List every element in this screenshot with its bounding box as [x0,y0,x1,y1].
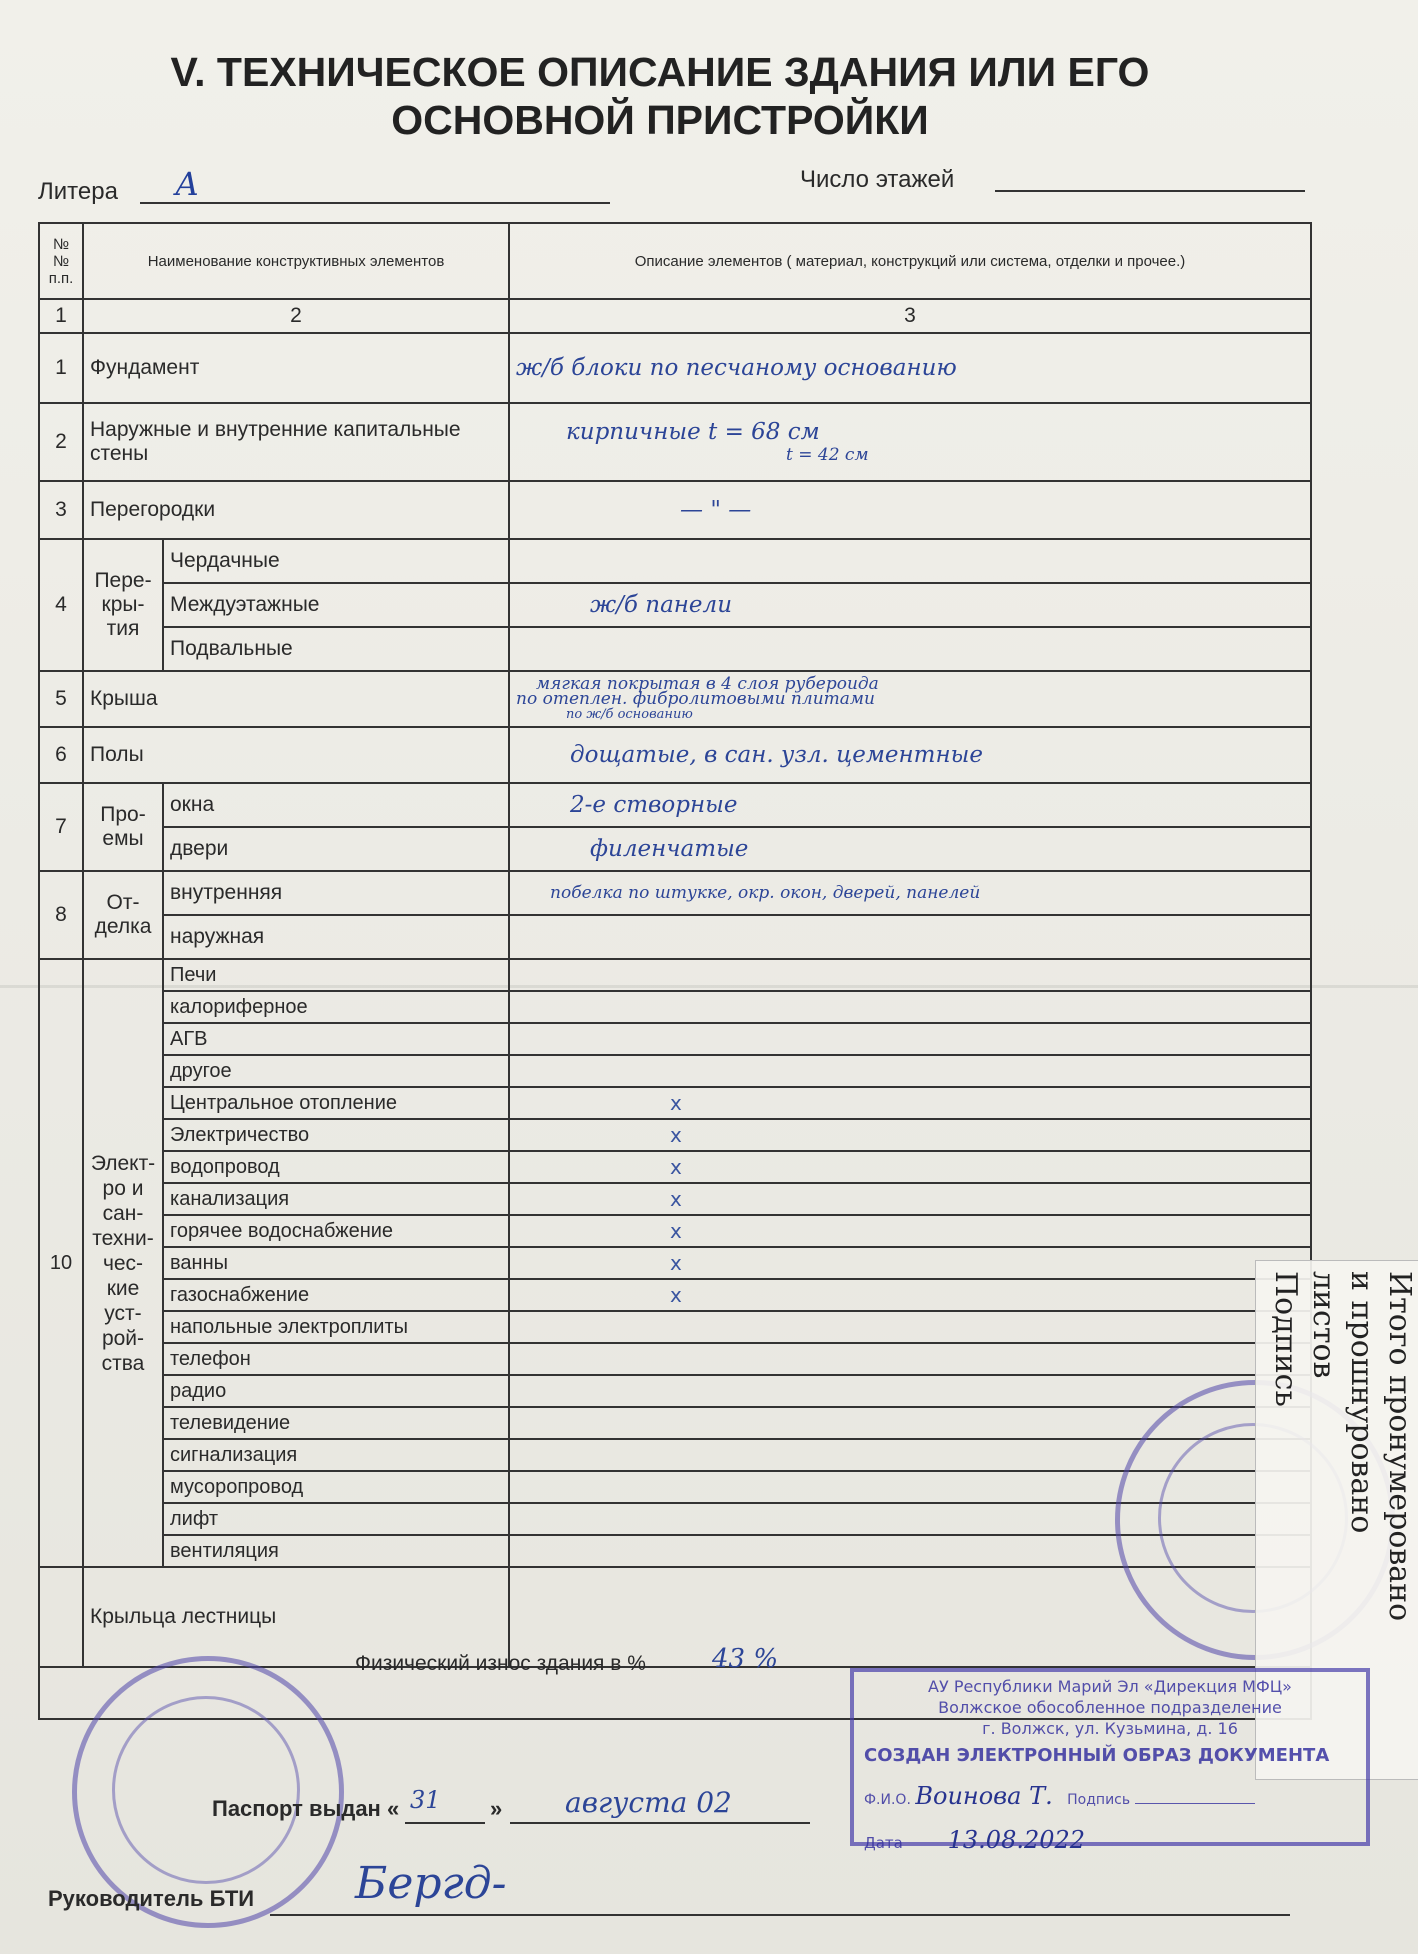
sub-name: канализация [163,1183,509,1215]
table-row [39,583,1311,627]
table-row [39,915,1311,959]
sub-name: мусоропровод [163,1471,509,1503]
row-num: 10 [39,959,83,1567]
header-desc: Описание элементов ( материал, конструкций или система, отделки и прочее.) [509,223,1311,299]
desc-line: по ж/б основанию [566,706,693,722]
sub-mark [509,991,1311,1023]
sub-name: другое [163,1055,509,1087]
table-row [39,627,1311,671]
sub-name: лифт [163,1503,509,1535]
row-group: Пере-кры-тия [83,539,163,671]
title-line-2: ОСНОВНОЙ ПРИСТРОЙКИ [391,97,929,143]
mfc-date-row [864,1826,1356,1854]
row-desc [509,403,1311,481]
sub-mark [509,1023,1311,1055]
row-name: Крыльца лестницы [83,1567,509,1667]
row-num: 8 [39,871,83,959]
table-row [39,1375,1311,1407]
table-row [39,1247,1311,1279]
floors-underline [995,190,1305,192]
fio-value: Воинова Т. [915,1782,1053,1810]
table-row [39,1183,1311,1215]
fio-label: Ф.И.О. [864,1792,911,1808]
sub-desc [509,915,1311,959]
mfc-line: АУ Республики Марий Эл «Дирекция МФЦ» [928,1677,1292,1696]
page-title [80,48,1240,144]
binding-line: листов [1306,1271,1341,1379]
sub-desc [509,627,1311,671]
table-row [39,1567,1311,1667]
column-number-row [39,299,1311,333]
table-row [39,783,1311,827]
sub-desc: 2-е створные [509,783,1311,827]
wear-value: 43 % [712,1644,779,1674]
row-name: Перегородки [83,481,509,539]
chief-signature-line [270,1914,1290,1916]
sub-name: газоснабжение [163,1279,509,1311]
passport-issued-label: Паспорт выдан « [212,1796,400,1821]
row-num [39,1567,83,1667]
sub-mark: x [509,1279,1311,1311]
binding-line: Итого пронумеровано [1382,1271,1417,1622]
mfc-line: Волжское обособленное подразделение [938,1698,1282,1717]
wear-label: Физический износ здания в % [355,1652,646,1675]
table-row [39,1311,1311,1343]
sub-name: АГВ [163,1023,509,1055]
row-num: 2 [39,403,83,481]
floors-label: Число этажей [800,166,955,193]
passport-month-line [510,1822,810,1824]
sub-name: Междуэтажные [163,583,509,627]
sub-mark: x [509,1151,1311,1183]
litera-label: Литера [38,178,118,205]
sub-name: Подвальные [163,627,509,671]
table-row [39,827,1311,871]
sub-name: окна [163,783,509,827]
col-number-2: 2 [83,299,509,333]
table-row [39,1023,1311,1055]
mfc-line: г. Волжск, ул. Кузьмина, д. 16 [982,1719,1238,1738]
table-row [39,481,1311,539]
row-num: 4 [39,539,83,671]
binding-line: и прошнуровано [1344,1271,1379,1534]
sub-mark: x [509,1119,1311,1151]
row-group: От-делка [83,871,163,959]
litera-underline [140,202,610,204]
sub-desc [509,539,1311,583]
row-desc: — " — [509,481,1311,539]
row-desc [509,671,1311,727]
row-num: 3 [39,481,83,539]
sub-mark: x [509,1215,1311,1247]
table-row [39,1407,1311,1439]
sign-label: Подпись [1067,1792,1131,1808]
date-label: Дата [864,1834,903,1852]
sub-name: телевидение [163,1407,509,1439]
desc-line: t = 42 см [786,445,869,465]
table-row [39,671,1311,727]
row-group: Элект-ро и сан-техни-чес-кие уст-рой-ства [83,959,163,1567]
row-group: Про-емы [83,783,163,871]
table-row [39,1151,1311,1183]
table-row [39,1215,1311,1247]
table-row [39,403,1311,481]
row-name: Крыша [83,671,509,727]
litera-value: А [175,165,200,203]
sub-name: калориферное [163,991,509,1023]
header-num: №№ п.п. [39,223,83,299]
sub-name: внутренняя [163,871,509,915]
row-desc: дощатые, в сан. узл. цементные [509,727,1311,783]
desc-line: по отеплен. фибролитовыми плитами [516,688,875,709]
table-row [39,871,1311,915]
row-desc: ж/б блоки по песчаному основанию [509,333,1311,403]
table-row [39,1343,1311,1375]
row-num: 1 [39,333,83,403]
sub-mark: x [509,1087,1311,1119]
sub-name: вентиляция [163,1535,509,1567]
row-num: 7 [39,783,83,871]
mfc-stamp [850,1668,1370,1854]
sub-mark: x [509,1247,1311,1279]
sub-name: сигнализация [163,1439,509,1471]
table-row [39,1279,1311,1311]
sub-desc: побелка по штукке, окр. окон, дверей, панелей [509,871,1311,915]
sub-name: ванны [163,1247,509,1279]
passport-day: 31 [410,1786,441,1814]
header-name: Наименование конструктивных элементов [83,223,509,299]
sub-name: Печи [163,959,509,991]
sub-name: Центральное отопление [163,1087,509,1119]
mfc-fio-row [864,1782,1356,1810]
sub-mark: x [509,1183,1311,1215]
date-value: 13.08.2022 [947,1826,1086,1854]
sub-name: наружная [163,915,509,959]
table-row [39,539,1311,583]
sub-desc: ж/б панели [509,583,1311,627]
table-row [39,959,1311,991]
row-num: 5 [39,671,83,727]
sub-name: горячее водоснабжение [163,1215,509,1247]
sub-name: напольные электроплиты [163,1311,509,1343]
sub-mark [509,1311,1311,1343]
title-line-1: V. ТЕХНИЧЕСКОЕ ОПИСАНИЕ ЗДАНИЯ ИЛИ ЕГО [170,49,1150,95]
sub-name: Чердачные [163,539,509,583]
row-num: 6 [39,727,83,783]
row-name: Полы [83,727,509,783]
col-number-3: 3 [509,299,1311,333]
sub-name: Электричество [163,1119,509,1151]
mfc-line: СОЗДАН ЭЛЕКТРОННЫЙ ОБРАЗ ДОКУМЕНТА [864,1745,1330,1766]
sub-mark [509,1055,1311,1087]
table-row [39,1055,1311,1087]
chief-label: Руководитель БТИ [48,1886,255,1911]
table-row [39,1119,1311,1151]
table-row [39,727,1311,783]
sub-name: телефон [163,1343,509,1375]
passport-day-line [405,1822,485,1824]
sub-desc: филенчатые [509,827,1311,871]
sub-name: двери [163,827,509,871]
sub-name: водопровод [163,1151,509,1183]
sign-line [1135,1803,1255,1804]
table-row [39,1439,1311,1471]
passport-month: августа 02 [565,1786,732,1819]
binding-line: Подпись [1268,1271,1303,1407]
sub-name: радио [163,1375,509,1407]
passport-quote-close: » [490,1796,503,1821]
row-name: Наружные и внутренние капитальные стены [83,403,509,481]
desc-line: мягкая покрытая в 4 слоя рубероида [536,673,879,694]
desc-line: кирпичные t = 68 см [566,419,820,445]
chief-signature: Бергд- [355,1858,507,1909]
table-row [39,991,1311,1023]
row-name: Фундамент [83,333,509,403]
round-seal-left-inner [112,1696,300,1884]
sub-mark [509,1343,1311,1375]
col-number-1: 1 [39,299,83,333]
table-row [39,1087,1311,1119]
table-row [39,333,1311,403]
sub-mark [509,959,1311,991]
table-header-row [39,223,1311,299]
